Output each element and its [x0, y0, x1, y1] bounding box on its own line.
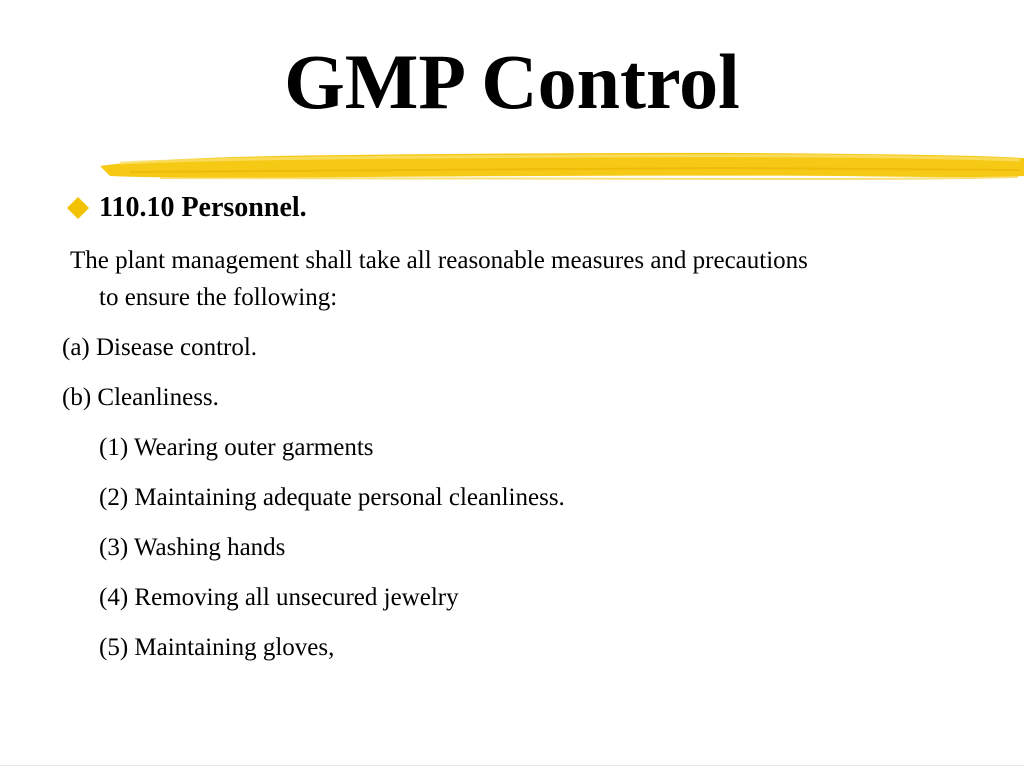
- sub-list-item: (2) Maintaining adequate personal cleanliness.: [99, 484, 565, 511]
- list-item: (a) Disease control.: [62, 334, 258, 361]
- slide-title: GMP Control: [284, 38, 740, 125]
- intro-line-2: to ensure the following:: [99, 284, 338, 311]
- sub-list-item: (4) Removing all unsecured jewelry: [99, 584, 459, 611]
- brush-stroke-divider: [100, 148, 1024, 188]
- intro-line-1: The plant management shall take all reasonable measures and precautions: [70, 247, 808, 274]
- sub-list-item: (3) Washing hands: [99, 534, 286, 561]
- diamond-icon: [66, 196, 90, 220]
- heading-text: 110.10 Personnel.: [99, 192, 307, 223]
- sub-list-item: (5) Maintaining gloves,: [99, 634, 335, 661]
- bottom-divider: [0, 765, 1024, 766]
- bullet-heading: [66, 190, 307, 226]
- sub-list-item: (1) Wearing outer garments: [99, 434, 374, 461]
- list-item: (b) Cleanliness.: [62, 384, 219, 411]
